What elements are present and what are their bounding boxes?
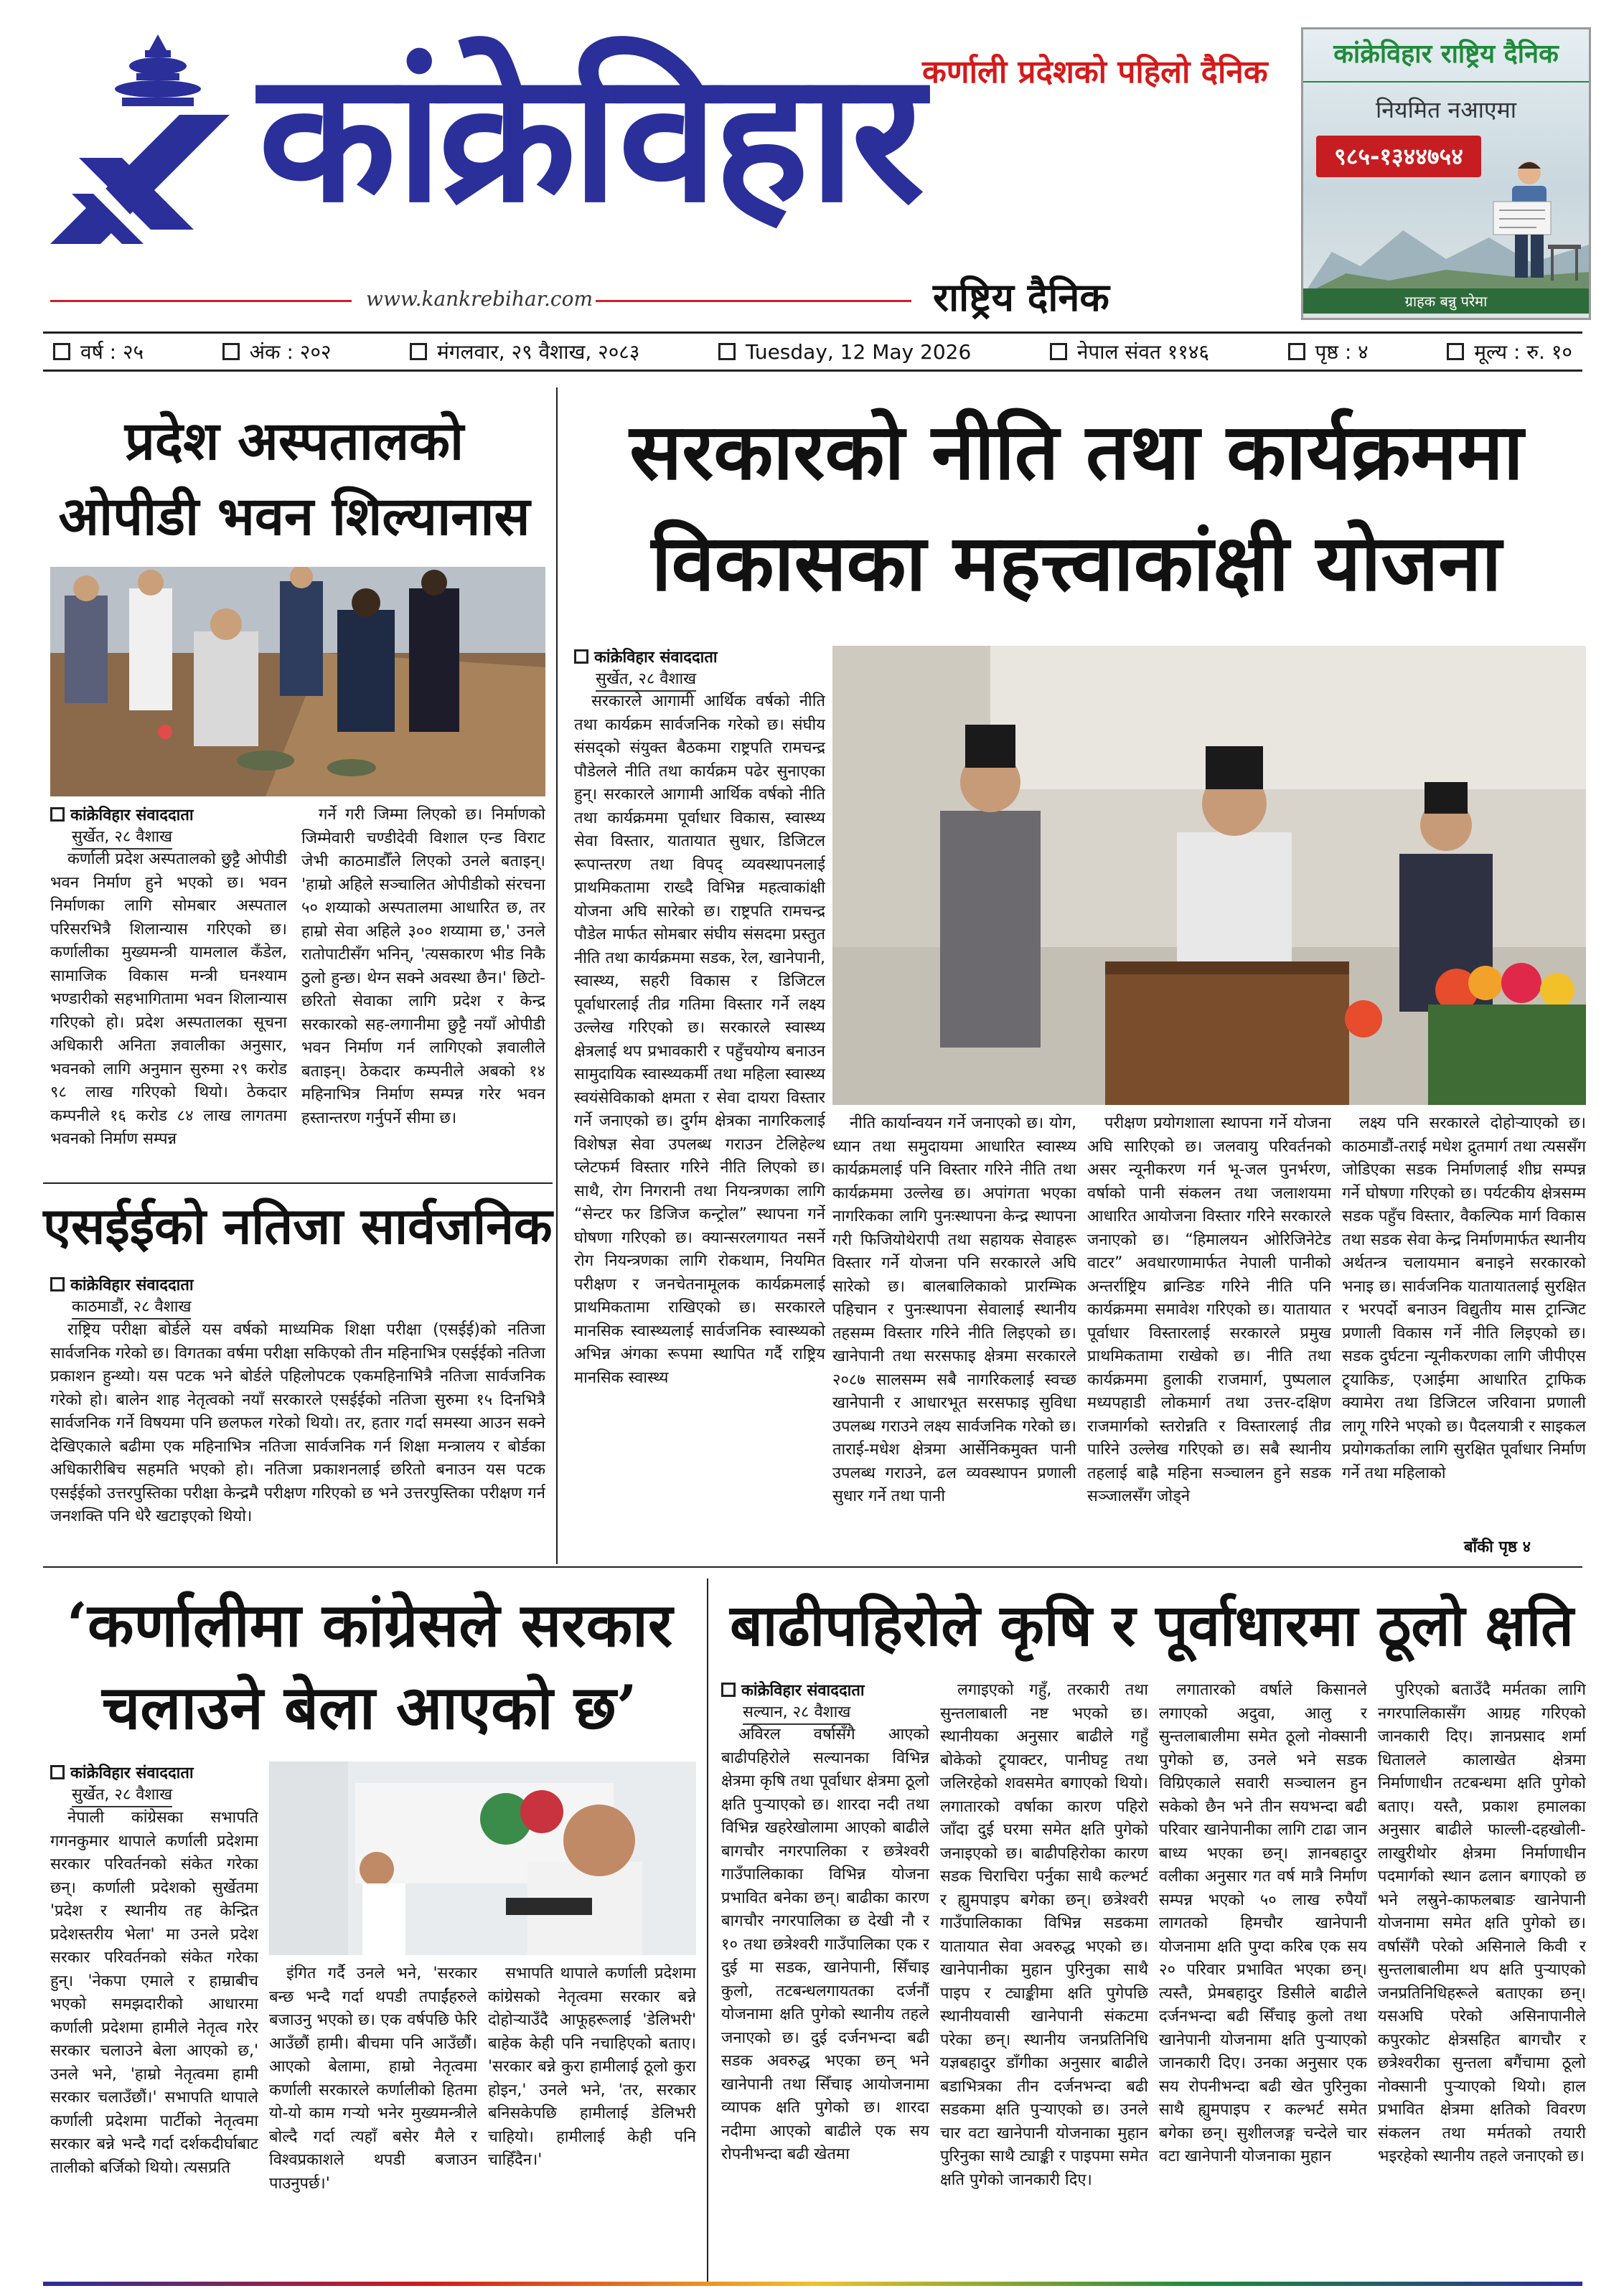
see-headline: एसईईको नतिजा सार्वजनिक: [43, 1196, 553, 1256]
checkbox-icon: [1050, 343, 1067, 360]
dateline: काठमाडौं, २८ वैशाख: [72, 1295, 191, 1319]
website-link[interactable]: www.kankrebihar.com: [366, 287, 593, 311]
column-divider: [556, 387, 558, 1564]
checkbox-icon: [1288, 343, 1305, 360]
section-divider: [43, 1566, 1582, 1568]
policy-body-col2: नीति कार्यान्वयन गर्ने जनाएको छ। योग, ध्यान तथा समुदायमा आधारित स्वास्थ्य कार्यक्रमलाई पनि विस्तार गरिने नीति तथा कार्यक्रममा उल्लेख छ। अपांगता भएका नागरिकका लागि पुनःस्थापना केन्द्र स्थापना गरी फिजियोथेरापी तथा सहायक सेवाहरू विस्तार गर्ने योजना पनि सरकारले अघि सारेको छ। बालबालिकाको प्रारम्भिक पहिचान र पुनःस्थापना सेवालाई स्थानीय तहसम्म विस्तार गरिने नीति लिइएको छ। खानेपानी तथा सरसफाइ क्षेत्रमा सरकारले २०८७ सालसम्म सबै नागरिकलाई स्वच्छ खानेपानी र आधारभूत सरसफाइ सुविधा उपलब्ध गराउने लक्ष्य सार्वजनिक गरेको छ। ताराई-मधेश क्षेत्रमा आर्सेनिकमुक्त पानी उपलब्ध गराउने, ढल व्यवस्थापन प्रणाली सुधार गर्ने तथा पानी: [832, 1114, 1076, 1505]
hospital-body-col1: कर्णाली प्रदेश अस्पतालको छुट्टै ओपीडी भवन निर्माण हुने भएको छ। भवन निर्माणका लागि सोमबार अस्पताल परिसरभित्रै शिलान्यास गरिएको छ। कर्णालीका मुख्यमन्त्री यामलाल कँडेल, सामाजिक विकास मन्त्री घनश्याम भण्डारीको सहभागितामा भवन शिलान्यास गरिएको हो। प्रदेश अस्पतालका सूचना अधिकारी अनिता ज्ञवालीका अनुसार, भवनको लागि अनुमान सुरुमा २९ करोड ९८ लाख गरिएको थियो। ठेकदार कम्पनीले १६ करोड ८४ लाख लागतमा भवनको निर्माण सम्पन्न: [50, 850, 287, 1148]
ad-title: कांक्रेविहार राष्ट्रिय दैनिक: [1333, 39, 1559, 69]
byline: कांक्रेविहार संवाददाता: [721, 1679, 865, 1700]
checkbox-icon: [50, 1765, 65, 1779]
hospital-headline-line2: ओपीडी भवन शिल्यानास: [58, 486, 530, 547]
paper-subtitle: राष्ट्रिय दैनिक: [933, 275, 1109, 320]
policy-body-col3: परीक्षण प्रयोगशाला स्थापना गर्ने योजना अघि सारिएको छ। जलवायु परिवर्तनको असर न्यूनीकरण गर्न भू-जल पुनर्भरण, वर्षाको पानी संकलन तथा जलाशयमा आधारित आयोजना विस्तार गरिने सरकारले जनाएको छ। “हिमालयन ओरिजिनेटेड वाटर” अवधारणामार्फत नेपाली पानीको अन्तर्राष्ट्रिय ब्रान्डिङ गरिने नीति पनि कार्यक्रममा समावेश गरिएको छ। यातायात पूर्वाधार विस्तारलाई सरकारले प्रमुख प्राथमिकतामा राखेको छ। नीति तथा कार्यक्रममा हुलाकी राजमार्ग, पुष्पलाल मध्यपहाडी लोकमार्ग तथा उत्तर-दक्षिण राजमार्गको स्तरोन्नति र विस्तारलाई तीव्र पारिने उल्लेख गरिएको छ। सबै स्थानीय तहलाई बाह्रै महिना सञ्चालन हुने सडक सञ्जालसँग जोड्ने: [1087, 1114, 1331, 1505]
reader-person-icon: [1479, 151, 1587, 288]
logo-emblem-icon: [50, 29, 251, 258]
policy-headline-line1: सरकारको नीति तथा कार्यक्रममा: [629, 407, 1524, 497]
ad-footer: ग्राहक बन्नु परेमा: [1303, 288, 1589, 314]
ad-phone-number[interactable]: ९८५-१३४४७५४: [1316, 136, 1481, 177]
flood-body-col2: लगाइएको गहुँ, तरकारी तथा सुन्तलाबाली नष्ट भएको छ। स्थानीयका अनुसार बाढीले गहुँ बोकेको ट्र्याक्टर, पानीघट्ट तथा जलिरहेको शवसमेत बगाएको थियो। लगातारको वर्षाका कारण पहिरो जाँदा दुई घरमा समेत क्षति पुगेको जनाइएको छ। बाढीपहिरोका कारण सडक चिराचिरा पर्नुका साथै कल्भर्ट र ह्युमपाइप बगेका छन्। छत्रेश्वरी गाउँपालिकाका विभिन्न सडकमा यातायात सेवा अवरुद्ध भएको छ। खानेपानीका मुहान पुरिनुका साथै पाइप र ट्याङ्कीमा क्षति पुगेपछि स्थानीयवासी खानेपानी संकटमा परेका छन्। स्थानीय जनप्रतिनिधि यज्ञबहादुर डाँगीका अनुसार बाढीले बडाभित्रका तीन दर्जनभन्दा बढी सडकमा क्षति पुऱ्याएको छ। उनले चार वटा खानेपानी योजनाका मुहान पुरिनुका साथै ट्याङ्की र पाइपमा समेत क्षति पुगेको जानकारी दिए।: [940, 1681, 1148, 2189]
congress-body-col1: नेपाली कांग्रेसका सभापति गगनकुमार थापाले कर्णाली प्रदेशमा सरकार परिवर्तनको संकेत गरेका छन्। कर्णाली प्रदेशको सुर्खेतमा 'प्रदेश र स्थानीय तह केन्द्रित प्रदेशस्तरीय भेला' मा उनले प्रदेश सरकार परिवर्तनको संकेत गरेका हुन्। 'नेकपा एमाले र हाम्राबीच भएको समझदारीको आधारमा कर्णाली प्रदेशमा हामीले नेतृत्व गरेर सरकार चलाउने बेला आएको छ,' उनले भने, 'हाम्रो नेतृत्वमा हामी सरकार चलाउँछौं।' सभापति थापाले कर्णाली प्रदेशमा पार्टीको नेतृत्वमा सरकार बन्ने भन्दै गर्दा दर्शकदीर्घाबाट तालीको बर्जिको थियो। त्यसप्रति: [50, 1809, 258, 2177]
policy-headline-line2: विकासका महत्त्वाकांक्षी योजना: [651, 518, 1502, 608]
divider: [50, 300, 352, 302]
page-number: पृष्ठ : ४: [1288, 338, 1369, 365]
divider: [1303, 81, 1589, 83]
dateline: सुर्खेत, २८ वैशाख: [596, 667, 696, 692]
byline: कांक्रेविहार संवाददाता: [50, 804, 194, 825]
flood-headline: बाढीपहिरोले कृषि र पूर्वाधारमा ठूलो क्षति: [730, 1591, 1574, 1659]
subscription-ad: [1301, 27, 1591, 320]
checkbox-icon: [1447, 343, 1464, 360]
see-body: राष्ट्रिय परीक्षा बोर्डले यस वर्षको माध्यमिक शिक्षा परीक्षा (एसईई)को नतिजा सार्वजनिक गरेको छ। विगतका वर्षमा परीक्षा सकिएको तीन महिनाभित्र एसईईको नतिजा प्रकाशन हुन्थ्यो। यस पटक भने बोर्डले पहिलोपटक एकमहिनाभित्रै नतिजा सार्वजनिक गरेको हो। बालेन शाह नेतृत्वको नयाँ सरकारले एसईईको नतिजा सुरुमा १५ दिनभित्रै सार्वजनिक गर्ने विषयमा पनि छलफल गरेको थियो। तर, हतार गर्दा समस्या आउन सक्ने देखिएकाले बढीमा एक महिनाभित्र नतिजा सार्वजनिक गर्न शिक्षा मन्त्रालय र बोर्डका अधिकारीबिच सहमति भएको हो। नतिजा प्रकाशनलाई छरितो बनाउन यस पटक एसईईको उत्तरपुस्तिका परीक्षा केन्द्रमै परीक्षण गरिएको छ भने उत्तरपुस्तिका परीक्षण गर्न जनशक्ति पनि धेरै खटाइएको थियो।: [50, 1321, 545, 1525]
dateline: सुर्खेत, २८ वैशाख: [72, 825, 172, 850]
date-english: Tuesday, 12 May 2026: [718, 340, 971, 364]
divider: [596, 300, 911, 302]
congress-body-col3: सभापति थापाले कर्णाली प्रदेशमा कांग्रेसको नेतृत्वमा सरकार बन्ने दोहोऱ्याउँदै आफूहरूलाई 'डेलिभरी' बाहेक केही पनि नचाहिएको बताए। 'सरकार बन्ने कुरा हामीलाई ठूलो कुरा होइन,' उनले भने, 'तर, सरकार बनिसकेपछि हामीलाई डेलिभरी चाहियो। हामीलाई केही पनि चाहिँदैन।': [488, 1965, 696, 2169]
checkbox-icon: [50, 807, 65, 822]
column-divider: [707, 1578, 708, 2282]
checkbox-icon: [721, 1683, 736, 1697]
price: मूल्य : रु. १०: [1447, 338, 1572, 365]
footer-strip: [43, 2282, 1582, 2286]
congress-headline-line2: चलाउने बेला आएको छ’: [102, 1672, 637, 1743]
congress-headline-line1: ‘कर्णालीमा कांग्रेसले सरकार: [66, 1589, 673, 1660]
policy-body-col1: सरकारले आगामी आर्थिक वर्षको नीति तथा कार्यक्रम सार्वजनिक गरेको छ। संघीय संसद्को संयुक्त बैठकमा राष्ट्रपति रामचन्द्र पौडेलले नीति तथा कार्यक्रम पढेर सुनाएका हुन्। सरकारले आगामी आर्थिक वर्षको नीति तथा कार्यक्रममा पूर्वाधार विकास, स्वास्थ्य सेवा विस्तार, यातायात सुधार, डिजिटल रूपान्तरण तथा विपद् व्यवस्थापनलाई प्राथमिकतामा राख्दै विभिन्न महत्वाकांक्षी योजना अघि सारेको छ। राष्ट्रपति रामचन्द्र पौडेल मार्फत सोमबार संघीय संसदमा प्रस्तुत नीति तथा कार्यक्रममा सडक, रेल, खानेपानी, स्वास्थ्य, सहरी विकास र डिजिटल पूर्वाधारलाई तीव्र गतिमा विस्तार गर्ने लक्ष्य उल्लेख गरिएको छ। सरकारले स्वास्थ्य क्षेत्रलाई थप प्रभावकारी र पहुँचयोग्य बनाउन सामुदायिक स्वास्थ्यकर्मी तथा महिला स्वास्थ्य स्वयंसेविकाको क्षमता र सेवा दायरा विस्तार गर्ने जनाएको छ। दुर्गम क्षेत्रका नागरिकलाई विशेषज्ञ सेवा उपलब्ध गराउन टेलिहेल्थ प्लेटफर्म विस्तार गरिने नीति लिएको छ। साथै, रोग निगरानी तथा नियन्त्रणका लागि “सेन्टर फर डिजिज कन्ट्रोल” स्थापना गर्ने घोषणा गरिएको छ। क्यान्सरलगायत नसर्ने रोग नियन्त्रणका लागि रोकथाम, नियमित परीक्षण र जनचेतनामूलक कार्यक्रमलाई प्राथमिकतामा राखिएको छ। सरकारले मानसिक स्वास्थ्यलाई सार्वजनिक स्वास्थ्यको अभिन्न अंगका रूपमा स्थापित गर्दै राष्ट्रिय मानसिक स्वास्थ्य: [574, 692, 825, 1387]
checkbox-icon: [222, 343, 240, 360]
issue-info-bar: [43, 331, 1582, 372]
ad-subtitle: नियमित नआएमा: [1375, 96, 1517, 123]
congress-speaker-photo: [269, 1761, 696, 1955]
checkbox-icon: [53, 343, 70, 360]
byline: कांक्रेविहार संवाददाता: [50, 1274, 194, 1295]
tagline: कर्णाली प्रदेशको पहिलो दैनिक: [922, 54, 1268, 90]
hospital-groundbreaking-photo: [50, 567, 545, 796]
section-divider: [43, 1182, 553, 1184]
issue-number: अंक : २०२: [222, 338, 332, 365]
parliament-session-photo: [832, 646, 1586, 1105]
dateline: सल्यान, २८ वैशाख: [743, 1700, 850, 1725]
nepal-sambat: नेपाल संवत ११४६: [1050, 338, 1209, 365]
policy-body-col4: लक्ष्य पनि सरकारले दोहोऱ्याएको छ। काठमाडौं-तराई मधेश द्रुतमार्ग तथा त्यससँग जोडिएका सडक निर्माणलाई शीघ्र सम्पन्न गर्ने घोषणा गरिएको छ। पर्यटकीय क्षेत्रसम्म सडक पहुँच विस्तार, वैकल्पिक मार्ग विकास तथा सडक सेवा केन्द्र निर्माणमार्फत स्थानीय अर्थतन्त्र चलायमान बनाइने सरकारको भनाइ छ। सार्वजनिक यातायातलाई सुरक्षित र भरपर्दो बनाउन विद्युतीय मास ट्रान्जिट प्रणाली विकास गर्ने नीति लिइएको छ। सडक दुर्घटना न्यूनीकरणका लागि जीपीएस ट्र्याकिङ, एआईमा आधारित ट्राफिक क्यामेरा तथा डिजिटल जरिवाना प्रणाली लागू गरिने भएको छ। पैदलयात्री र साइकल प्रयोगकर्ताका लागि सुरक्षित पूर्वाधार निर्माण गर्ने तथा महिलाको: [1342, 1114, 1586, 1482]
checkbox-icon: [718, 343, 736, 360]
date-nepali: मंगलवार, २९ वैशाख, २०८३: [410, 338, 639, 365]
hospital-headline-line1: प्रदेश अस्पतालको: [124, 410, 464, 472]
checkbox-icon: [574, 649, 588, 664]
hospital-body-col2: गर्ने गरी जिम्मा लिएको छ। निर्माणको जिम्मेवारी चण्डीदेवी विशाल एन्ड विराट जेभी काठमाडौँले लिएको उनले बताइन्। 'हाम्रो अहिले सञ्चालित ओपीडीको संरचना ५० शय्याको अस्पतालमा आधारित छ, तर हाम्रो सेवा अहिले ३०० शय्यामा छ,' उनले रातोपाटीसँग भनिन्, 'त्यसकारण भीड निकै ठुलो हुन्छ। थेग्न सक्ने अवस्था छैन।' छिटो-छरितो सेवाका लागि प्रदेश र केन्द्र सरकारको सह-लगानीमा छुट्टै नयाँ ओपीडी भवन निर्माण गर्न लागिएको ज्ञवालीले बताइन्। ठेकदार कम्पनीले अबको १४ महिनाभित्र निर्माण सम्पन्न गरेर भवन हस्तान्तरण गर्नुपर्ने सीमा छ।: [301, 806, 545, 1127]
volume: वर्ष : २५: [53, 338, 144, 365]
byline: कांक्रेविहार संवाददाता: [574, 646, 718, 667]
checkbox-icon: [50, 1277, 65, 1292]
flood-body-col4: पुरिएको बताउँदै मर्मतका लागि नगरपालिकासँग आग्रह गरिएको जानकारी दिए। ज्ञानप्रसाद शर्मा धितालले कालाखेत क्षेत्रमा निर्माणाधीन तटबन्धमा क्षति पुगेको बताए। यस्तै, प्रकाश हमालका अनुसार बाढीले फाल्ली-दहखोली-लाखुरीथोर क्षेत्रमा निर्माणाधीन पदमार्गको स्थान ढलान बगाएको छ भने लस्रुने-काफलबाङ खानेपानी योजनामा समेत क्षति पुगेको छ। वर्षासँगै परेको असिनाले किवी र सुन्तलाबालीमा थप क्षति पुऱ्याएको जनप्रतिनिधिहरूले बताएका छन्। यसअघि परेको असिनापानीले कपुरकोट क्षेत्रसहित बागचौर र छत्रेश्वरीका सुन्तला बगैंचामा ठूलो नोक्सानी पुऱ्याएको थियो। हाल प्रभावित क्षेत्रमा क्षतिको विवरण संकलन तथा मर्मतको तयारी भइरहेको स्थानीय तहले जनाएको छ।: [1378, 1681, 1586, 2165]
checkbox-icon: [410, 343, 427, 360]
newspaper-logo: कांक्रेविहार: [258, 31, 921, 242]
continued-label[interactable]: बाँकी पृष्ठ ४: [1464, 1538, 1531, 1556]
flood-body-col3: लगातारको वर्षाले किसानले लगाएको अदुवा, आलु र सुन्तलाबालीमा समेत ठूलो नोक्सानी पुगेको छ, उनले भने सडक विग्रिएकाले सवारी सञ्चालन हुन सकेको छैन भने तीन सयभन्दा बढी परिवार खानेपानीका लागि टाढा जान बाध्य भएका छन्। ज्ञानबहादुर वलीका अनुसार गत वर्ष मात्रै निर्माण सम्पन्न भएको ५० लाख रुपैयाँ लागतको हिमचौर खानेपानी योजनामा क्षति पुग्दा करिब एक सय २० परिवार प्रभावित भएका छन्। त्यस्तै, प्रेमबहादुर डिसीले बाढीले दर्जनभन्दा बढी सिँचाइ कुलो तथा खानेपानी योजनामा क्षति पुऱ्याएको जानकारी दिए। उनका अनुसार एक सय रोपनीभन्दा बढी खेत पुरिनुका साथै ह्युमपाइप र कल्भर्ट समेत बगेका छन्। सुशीलजङ्ग चन्देले चार वटा खानेपानी योजनाका मुहान: [1159, 1681, 1367, 2165]
flood-body-col1: अविरल वर्षासँगै आएको बाढीपहिरोले सल्यानका विभिन्न क्षेत्रमा कृषि तथा पूर्वाधार क्षेत्रमा ठूलो क्षति पुऱ्याएको छ। शारदा नदी तथा विभिन्न खहरेखोलामा आएको बाढीले बागचौर नगरपालिका र छत्रेश्वरी गाउँपालिकाका विभिन्न योजना प्रभावित बनेका छन्। बाढीका कारण बागचौर नगरपालिका छ देखी नौ र १० तथा छत्रेश्वरी गाउँपालिका एक र दुई मा सडक, खानेपानी, सिँचाइ कुलो, तटबन्धलगायतका दर्जनौं योजनामा क्षति पुगेको स्थानीय तहले जनाएको छ। दुई दर्जनभन्दा बढी सडक अवरुद्ध भएका छन् भने खानेपानी तथा सिँचाइ आयोजनामा व्यापक क्षति पुगेको छ। शारदा नदीमा आएको बाढीले एक सय रोपनीभन्दा बढी खेतमा: [721, 1726, 929, 2163]
byline: कांक्रेविहार संवाददाता: [50, 1761, 194, 1783]
congress-body-col2: इंगित गर्दै उनले भने, 'सरकार बन्छ भन्दै गर्दा थपडी तपाईंहरुले बजाउनु भएको छ। एक वर्षपछि फेरि आउँछौं हामी। बीचमा पनि आउँछौं। आएको बेलामा, हाम्रो नेतृत्वमा कर्णाली सरकारले कर्णालीको हितमा यो-यो काम गऱ्यो भनेर मुख्यमन्त्रीले बोल्दै गर्दा त्यहाँ बसेर मैले र विश्वप्रकाशले थपडी बजाउन पाउनुपर्छ।': [269, 1965, 477, 2193]
dateline: सुर्खेत, २८ वैशाख: [72, 1783, 172, 1807]
